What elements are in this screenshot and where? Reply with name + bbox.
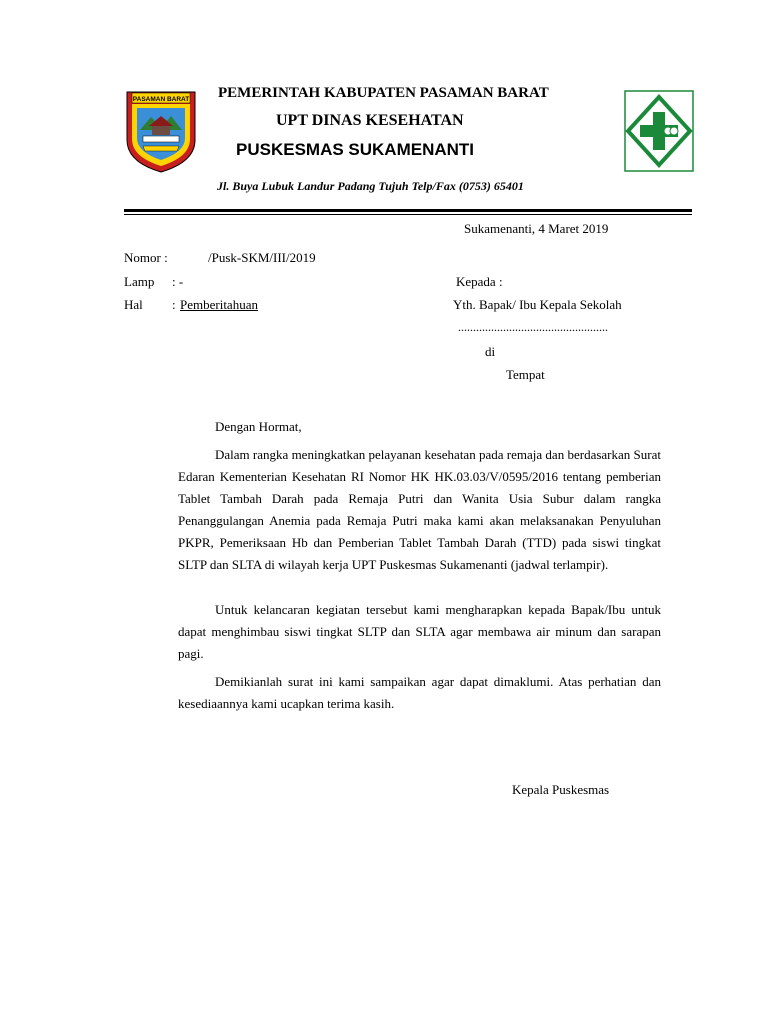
- nomor-value: /Pusk-SKM/III/2019: [208, 250, 316, 265]
- kepada-label: Kepada :: [456, 274, 503, 289]
- recipient: Yth. Bapak/ Ibu Kepala Sekolah: [453, 297, 622, 312]
- nomor-label: Nomor :: [124, 250, 168, 265]
- body-paragraph-2: Untuk kelancaran kegiatan tersebut kami mengharapkan kepada Bapak/Ibu untuk dapat menghimbau siswi tingkat SLTP dan SLTA agar membawa air minum dan sarapan pagi.: [178, 602, 661, 661]
- recipient-dots: ..................................................: [458, 320, 608, 334]
- greeting: Dengan Hormat,: [215, 419, 302, 434]
- signature-title: Kepala Puskesmas: [512, 782, 610, 797]
- recipient-di: di: [485, 344, 496, 359]
- lamp-value: : -: [172, 274, 184, 289]
- puskesmas-title: PUSKESMAS SUKAMENANTI: [236, 140, 475, 159]
- regency-crest-icon: [124, 88, 198, 174]
- body-paragraph-1: Dalam rangka meningkatkan pelayanan kesehatan pada remaja dan berdasarkan Surat Edaran Kementerian Kesehatan RI Nomor HK HK.03.03/V/0595/2016 tentang pemberian Tablet Tambah Darah pada Remaja Putri dan Wanita Usia Subur dalam rangka Penanggulangan Anemia pada Remaja Putri maka kami akan melaksanakan Penyuluhan PKPR, Pemeriksaan Hb dan Pemberian Tablet Tambah Darah (TTD) pada siswi tingkat SLTP dan SLTA di wilayah kerja UPT Puskesmas Sukamenanti (jadwal terlampir).: [178, 447, 661, 572]
- hal-colon: :: [172, 297, 176, 312]
- puskesmas-cross-icon: [624, 90, 694, 172]
- lamp-label: Lamp: [124, 274, 155, 289]
- recipient-place: Tempat: [506, 367, 545, 382]
- letterhead-address: Jl. Buya Lubuk Landur Padang Tujuh Telp/Fax (0753) 65401: [217, 179, 524, 193]
- hal-value: Pemberitahuan: [180, 297, 258, 312]
- body-paragraph-3: Demikianlah surat ini kami sampaikan agar dapat dimaklumi. Atas perhatian dan kesediaannya kami ucapkan terima kasih.: [178, 674, 661, 711]
- letterhead-divider-thick: [124, 209, 692, 212]
- agency-title: UPT DINAS KESEHATAN: [276, 112, 464, 129]
- crest-banner-text: PASAMAN BARAT: [132, 96, 190, 103]
- hal-label: Hal: [124, 297, 143, 312]
- letterhead-divider-thin: [124, 214, 692, 215]
- government-title: PEMERINTAH KABUPATEN PASAMAN BARAT: [218, 85, 549, 101]
- letter-date: Sukamenanti, 4 Maret 2019: [464, 221, 609, 236]
